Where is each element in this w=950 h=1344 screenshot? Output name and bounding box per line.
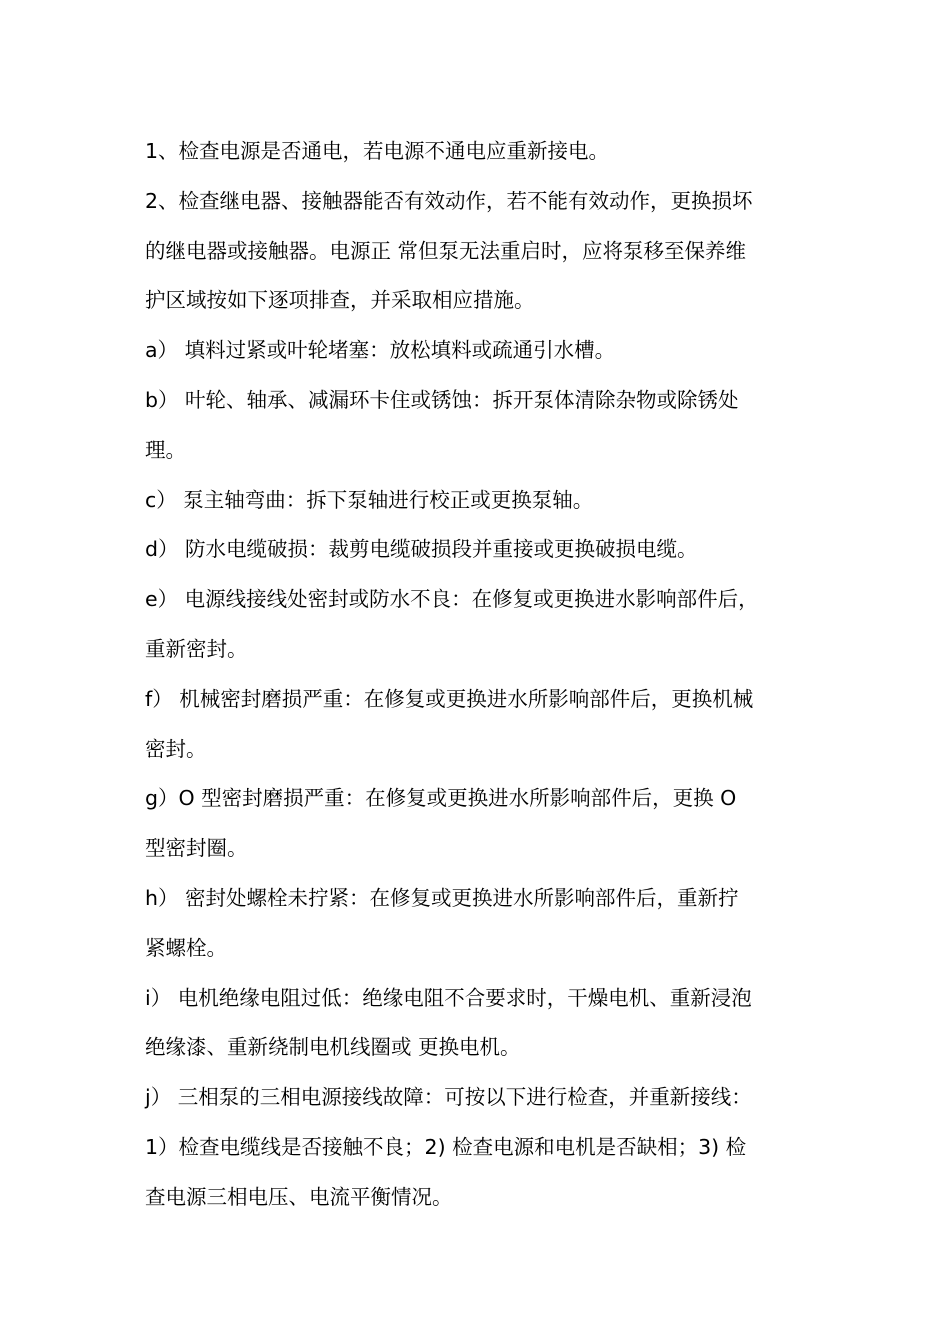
text-line-7: 理。 — [145, 437, 186, 462]
text-line-8: c） 泵主轴弯曲：拆下泵轴进行校正或更换泵轴。 — [145, 487, 594, 512]
text-line-4: 护区域按如下逐项排查，并采取相应措施。 — [145, 288, 535, 313]
text-line-10: e） 电源线接线处密封或防水不良：在修复或更换进水影响部件后， — [145, 587, 759, 612]
text-line-13: 密封。 — [145, 736, 207, 761]
document-page — [145, 132, 825, 1228]
text-line-14: g）O 型密封磨损严重：在修复或更换进水所影响部件后，更换 O — [145, 786, 737, 811]
text-line-12: f） 机械密封磨损严重：在修复或更换进水所影响部件后，更换机械 — [145, 686, 754, 711]
text-line-9: d） 防水电缆破损：裁剪电缆破损段并重接或更换破损电缆。 — [145, 537, 698, 562]
text-line-16: h） 密封处螺栓未拧紧：在修复或更换进水所影响部件后，重新拧 — [145, 885, 739, 910]
text-line-6: b） 叶轮、轴承、减漏环卡住或锈蚀：拆开泵体清除杂物或除锈处 — [145, 387, 739, 412]
text-line-20: j） 三相泵的三相电源接线故障：可按以下进行检查，并重新接线： — [145, 1085, 752, 1110]
text-line-5: a） 填料过紧或叶轮堵塞：放松填料或疏通引水槽。 — [145, 338, 616, 363]
text-line-21: 1）检查电缆线是否接触不良；2) 检查电源和电机是否缺相；3) 检 — [145, 1134, 747, 1159]
text-line-11: 重新密封。 — [145, 636, 248, 661]
text-line-15: 型密封圈。 — [145, 836, 248, 861]
text-line-19: 绝缘漆、重新绕制电机线圈或 更换电机。 — [145, 1035, 521, 1060]
text-line-3: 的继电器或接触器。电源正 常但泵无法重启时，应将泵移至保养维 — [145, 238, 747, 263]
text-line-22: 查电源三相电压、电流平衡情况。 — [145, 1184, 453, 1209]
text-line-17: 紧螺栓。 — [145, 935, 227, 960]
text-line-2: 2、检查继电器、接触器能否有效动作，若不能有效动作，更换损坏 — [145, 188, 753, 213]
text-line-1: 1、检查电源是否通电，若电源不通电应重新接电。 — [145, 139, 610, 163]
text-line-18: i） 电机绝缘电阻过低：绝缘电阻不合要求时，干燥电机、重新浸泡 — [145, 985, 752, 1010]
